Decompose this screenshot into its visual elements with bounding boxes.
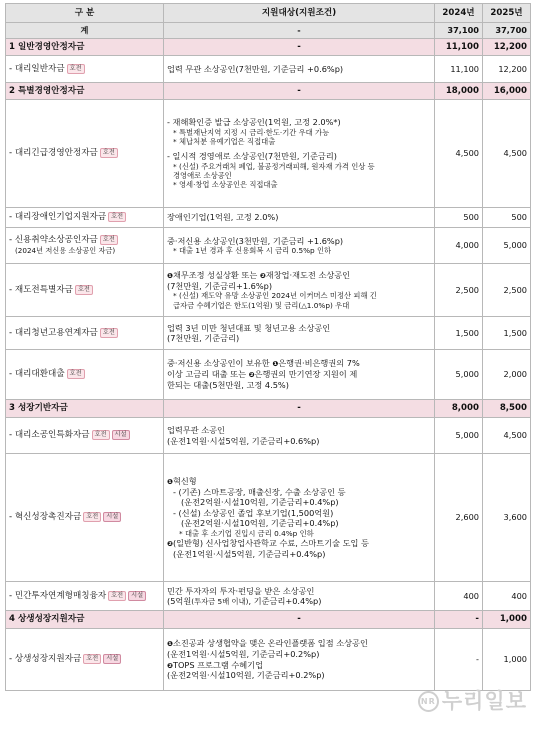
section-2-2025: 16,000 — [483, 83, 531, 100]
section-2-2024: 18,000 — [435, 83, 483, 100]
disabled-name: - 대리장애인기업지원자금 — [9, 212, 107, 222]
section-2-row — [6, 83, 531, 100]
general-name-cell — [6, 56, 164, 83]
special-name-cell — [6, 418, 164, 454]
section-3-row — [6, 400, 531, 418]
header-row — [6, 4, 531, 23]
row-private — [6, 582, 531, 611]
section-2-target: - — [164, 83, 435, 100]
row-youth — [6, 317, 531, 350]
refinance-line-2b: 은행권의 만기연장 지원이 제 — [254, 369, 358, 380]
section-3-2025: 8,500 — [483, 400, 531, 418]
general-name: - 대리일반자금 — [9, 63, 65, 74]
section-1-target: - — [164, 39, 435, 56]
innovation-line-5: (운전2억원·시설10억원, 기준금리+0.4%p) — [181, 518, 339, 529]
restart-2024: 2,500 — [435, 264, 483, 317]
refinance-line-2 — [167, 369, 431, 380]
innovation-line-1a: 혁신형 — [172, 475, 197, 486]
special-line-1: 업력무관 소공인 — [167, 425, 225, 435]
emergency-line-4: - 일시적 경영애로 소상공인(7천만원, 기준금리) — [167, 151, 337, 162]
youth-line-2: (7천만원, 기준금리) — [167, 333, 240, 343]
row-coexist — [6, 629, 531, 691]
restart-line-1b: 재창업·재도전 소상공인 — [265, 269, 351, 280]
innovation-line-4: - (신설) 소상공인 졸업 후보기업(1,500억원) — [173, 507, 334, 518]
disabled-2024: 500 — [435, 208, 483, 228]
tag-general: 호전 — [100, 148, 118, 158]
coexist-2025: 1,000 — [483, 629, 531, 691]
private-2024: 400 — [435, 582, 483, 611]
tag-city: 시설 — [103, 654, 121, 664]
restart-target — [164, 264, 435, 317]
section-4-2024: - — [435, 611, 483, 629]
marker-two: ❷ — [248, 371, 255, 380]
emergency-name-cell — [6, 100, 164, 208]
marker-two: ❷ — [167, 539, 173, 548]
lowcredit-line-1: 중·저신용 소상공인(3천만원, 기준금리 +1.6%p) — [167, 235, 344, 246]
emergency-target — [164, 100, 435, 208]
total-row — [6, 23, 531, 39]
restart-line-1 — [167, 270, 431, 281]
row-lowcredit — [6, 228, 531, 264]
refinance-line-1b: 은행권·비은행권의 7% — [278, 358, 360, 369]
private-line-1: 민간 투자자의 투자·펀딩을 받은 소상공인 — [167, 585, 315, 596]
special-target — [164, 418, 435, 454]
refinance-line-1a: 중·저신용 소상공인이 보유한 — [167, 358, 273, 369]
lowcredit-name-cell — [6, 228, 164, 264]
emergency-2024: 4,500 — [435, 100, 483, 208]
general-2025: 12,200 — [483, 56, 531, 83]
marker-one: ❶ — [167, 477, 173, 486]
tag-general: 호전 — [108, 591, 126, 601]
special-2024: 5,000 — [435, 418, 483, 454]
special-2025: 4,500 — [483, 418, 531, 454]
row-restart — [6, 264, 531, 317]
general-target: 업력 무관 소상공인(7천만원, 기준금리 +0.6%p) — [164, 56, 435, 83]
coexist-line-1 — [167, 638, 431, 649]
private-name-cell — [6, 582, 164, 611]
refinance-target — [164, 350, 435, 400]
youth-2024: 1,500 — [435, 317, 483, 350]
lowcredit-target — [164, 228, 435, 264]
innovation-line-7a: (일반형) 신사업창업사관학교 수료, 스마트기술 도입 등 — [172, 537, 369, 548]
lowcredit-name: - 신용취약소상공인자금 — [9, 235, 98, 246]
total-2025: 37,700 — [483, 23, 531, 39]
tag-general: 호전 — [75, 285, 93, 295]
watermark-text: 누리일보 — [441, 689, 527, 713]
innovation-target — [164, 454, 435, 582]
private-line-2s: (투자금 5배 이내) — [191, 597, 249, 606]
section-4-row — [6, 611, 531, 629]
restart-line-4: 급자금 수혜기업은 한도(1억원) 및 금리(△1.0%p) 우대 — [173, 300, 350, 310]
section-1-row — [6, 39, 531, 56]
tag-general: 호전 — [83, 512, 101, 522]
private-line-2 — [167, 596, 431, 607]
youth-line-1: 업력 3년 미만 청년대표 및 청년고용 소상공인 — [167, 322, 331, 333]
restart-line-2: (7천만원, 기준금리+1.6%p) — [167, 280, 273, 291]
coexist-line-1a: 소진공과 상생협약을 맺은 온라인플랫폼 입점 소상공인 — [172, 638, 368, 649]
youth-2025: 1,500 — [483, 317, 531, 350]
coexist-name: - 상생성장지원자금 — [9, 654, 82, 664]
total-label: 계 — [6, 23, 164, 39]
disabled-target: 장애인기업(1억원, 고정 2.0%) — [164, 208, 435, 228]
lowcredit-subtitle: (2024년 저신용 소상공인 자금) — [15, 246, 116, 256]
section-4-label: 4 상생성장지원자금 — [6, 611, 164, 629]
emergency-line-1: - 재해확인증 발급 소상공인(1억원, 고정 2.0%*) — [167, 117, 341, 128]
special-name: - 대리소공인특화자금 — [9, 430, 90, 440]
innovation-name-cell — [6, 454, 164, 582]
innovation-line-2: - (기존) 스마트공장, 매출신장, 수출 소상공인 등 — [173, 486, 346, 497]
section-1-label: 1 일반경영안정자금 — [6, 39, 164, 56]
tag-general: 호전 — [92, 430, 110, 440]
innovation-2024: 2,600 — [435, 454, 483, 582]
emergency-line-6: 경영애로 소상공인 — [173, 171, 232, 181]
emergency-line-5: * (신설) 주요거래처 폐업, 불공정거래피해, 원자재 가격 인상 등 — [173, 161, 375, 171]
row-general — [6, 56, 531, 83]
youth-name: - 대리청년고용연계자금 — [9, 327, 98, 338]
innovation-line-3: (운전2억원·시설10억원, 기준금리+0.4%p) — [181, 497, 339, 508]
tag-general: 호전 — [100, 235, 118, 245]
tag-general: 호전 — [108, 212, 126, 222]
watermark — [418, 685, 527, 715]
refinance-line-1 — [167, 358, 431, 369]
row-emergency — [6, 100, 531, 208]
tag-city: 시설 — [128, 591, 146, 601]
total-target: - — [164, 23, 435, 39]
emergency-line-7: * 영세·창업 소상공인은 직접대출 — [173, 180, 278, 190]
coexist-line-4: (운전2억원·시설10억원, 기준금리+0.2%p) — [167, 670, 325, 681]
tag-general: 호전 — [83, 654, 101, 664]
row-special — [6, 418, 531, 454]
section-3-label: 3 성장기반자금 — [6, 400, 164, 418]
row-disabled — [6, 208, 531, 228]
innovation-2025: 3,600 — [483, 454, 531, 582]
emergency-line-2: * 특별재난지역 지정 시 금리·한도·기간 우대 가능 — [173, 127, 330, 137]
tag-city: 시설 — [112, 430, 130, 440]
row-refinance — [6, 350, 531, 400]
watermark-logo-icon: NR — [418, 691, 439, 712]
innovation-line-7 — [167, 538, 431, 549]
emergency-2025: 4,500 — [483, 100, 531, 208]
private-name: - 민간투자연계형매칭융자 — [9, 590, 107, 601]
coexist-line-3 — [167, 660, 431, 671]
refinance-name-cell — [6, 350, 164, 400]
innovation-line-8: (운전1억원·시설5억원, 기준금리+0.4%p) — [173, 548, 326, 559]
refinance-line-3: 한되는 대출(5천만원, 고정 4.5%) — [167, 380, 289, 391]
emergency-name: - 대리긴급경영안정자금 — [9, 148, 98, 158]
private-2025: 400 — [483, 582, 531, 611]
private-line-2a: (5억원 — [167, 596, 192, 606]
section-3-target: - — [164, 400, 435, 418]
section-2-label: 2 특별경영안정자금 — [6, 83, 164, 100]
lowcredit-line-2: * 대출 1년 경과 후 신용회복 시 금리 0.5%p 인하 — [173, 246, 332, 256]
restart-name-cell — [6, 264, 164, 317]
header-2025: 2025년 — [483, 4, 531, 23]
general-2024: 11,100 — [435, 56, 483, 83]
header-target: 지원대상(지원조건) — [164, 4, 435, 23]
lowcredit-2025: 5,000 — [483, 228, 531, 264]
youth-name-cell — [6, 317, 164, 350]
disabled-name-cell — [6, 208, 164, 228]
restart-name: - 재도전특별자금 — [9, 284, 73, 295]
marker-two: ❷ — [167, 661, 173, 670]
tag-city: 시설 — [103, 512, 121, 522]
refinance-name: - 대리대환대출 — [9, 369, 65, 379]
coexist-line-3a: TOPS 프로그램 수혜기업 — [172, 659, 263, 670]
innovation-name: - 혁신성장촉진자금 — [9, 512, 82, 522]
coexist-2024: - — [435, 629, 483, 691]
innovation-line-6: * 대출 후 소기업 진입시 금리 0.4%p 인하 — [179, 528, 314, 538]
coexist-line-2: (운전1억원·시설5억원, 기준금리+0.2%p) — [167, 649, 320, 659]
coexist-name-cell — [6, 629, 164, 691]
special-line-2: (운전1억원·시설5억원, 기준금리+0.6%p) — [167, 435, 320, 446]
restart-line-3: * (신설) 재도약 유망 소상공인 2024년 이커머스 미정산 피해 긴 — [173, 291, 377, 301]
emergency-line-3: * 체납처분 유예기업은 직접대출 — [173, 137, 276, 146]
marker-one: ❶ — [167, 640, 173, 649]
innovation-line-1 — [167, 476, 431, 487]
disabled-2025: 500 — [483, 208, 531, 228]
marker-two: ❷ — [259, 271, 266, 280]
row-innovation — [6, 454, 531, 582]
coexist-target — [164, 629, 435, 691]
section-4-target: - — [164, 611, 435, 629]
restart-2025: 2,500 — [483, 264, 531, 317]
tag-general: 호전 — [67, 369, 85, 379]
restart-line-1a: 채무조정 성실상환 또는 — [172, 269, 260, 280]
header-2024: 2024년 — [435, 4, 483, 23]
tag-general: 호전 — [67, 64, 85, 74]
marker-one: ❶ — [167, 271, 173, 280]
section-1-2025: 12,200 — [483, 39, 531, 56]
total-2024: 37,100 — [435, 23, 483, 39]
private-target — [164, 582, 435, 611]
refinance-2024: 5,000 — [435, 350, 483, 400]
tag-general: 호전 — [100, 328, 118, 338]
private-line-2b: , 기준금리+0.4%p) — [248, 596, 322, 606]
refinance-2025: 2,000 — [483, 350, 531, 400]
section-3-2024: 8,000 — [435, 400, 483, 418]
section-1-2024: 11,100 — [435, 39, 483, 56]
section-4-2025: 1,000 — [483, 611, 531, 629]
lowcredit-2024: 4,000 — [435, 228, 483, 264]
youth-target — [164, 317, 435, 350]
marker-one: ❶ — [272, 360, 279, 369]
refinance-line-2a: 이상 고금리 대출 또는 — [167, 369, 249, 380]
fund-table — [5, 3, 531, 691]
header-category: 구 분 — [6, 4, 164, 23]
